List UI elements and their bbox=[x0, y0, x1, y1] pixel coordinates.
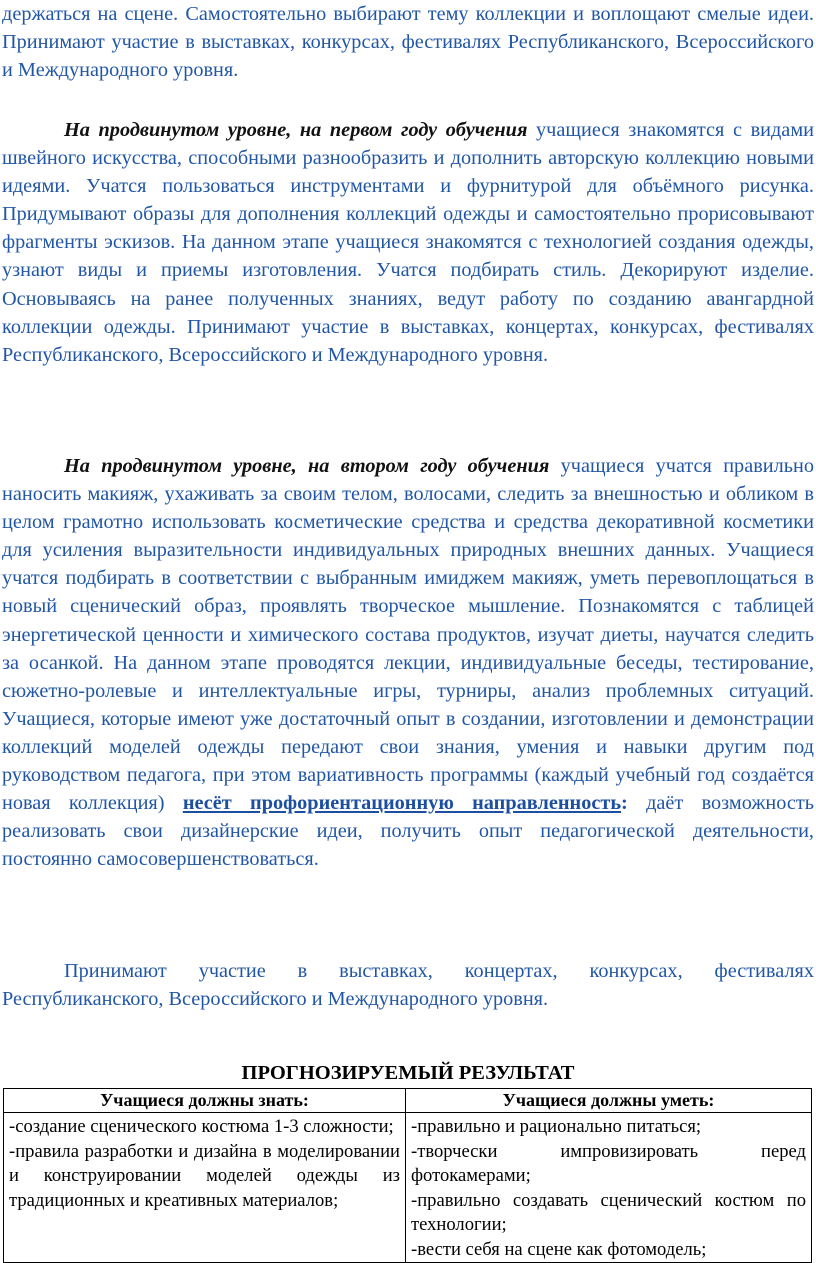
paragraph-lead: На продвинутом уровне, на первом году обучения bbox=[64, 119, 528, 141]
paragraph-text: Принимают участие в выставках, концертах, конкурсах, фестивалях Республиканского, Всероссийского и Международного уровня. bbox=[2, 960, 814, 1011]
paragraph-participation bbox=[0, 957, 816, 1013]
paragraph-continuation bbox=[0, 0, 816, 84]
can-cell bbox=[406, 1113, 812, 1263]
section-title: ПРОГНОЗИРУЕМЫЙ РЕЗУЛЬТАТ bbox=[241, 1062, 575, 1084]
list-item: -правила разработки и дизайна в моделировании и конструировании моделей одежды из традиционных и креативных материалов; bbox=[9, 1140, 400, 1211]
paragraph-tail: даёт возможность реализовать свои дизайнерские идеи, получить опыт педагогической деятельности, постоянно самосовершенствоваться. bbox=[2, 792, 814, 871]
paragraph-advanced-year-1 bbox=[0, 116, 816, 369]
column-header-can: Учащиеся должны уметь: bbox=[406, 1089, 812, 1113]
know-cell bbox=[4, 1113, 406, 1263]
column-header-know: Учащиеся должны знать: bbox=[4, 1089, 406, 1113]
list-item: -создание сценического костюма 1-3 сложности; bbox=[9, 1116, 394, 1137]
list-item: -вести себя на сцене как фотомодель; bbox=[411, 1238, 707, 1260]
results-table bbox=[3, 1088, 812, 1263]
table-row bbox=[4, 1113, 812, 1263]
highlighted-phrase: несёт профориентационную направленность bbox=[182, 792, 622, 815]
paragraph-text: учащиеся учатся правильно наносить макияж, ухаживать за своим телом, волосами, следить за внешностью и обликом в целом грамотно использовать косметические средства и средства декоративной косметики для усиления выразительности индивидуальных природных внешних данных. Учащиеся учатся подбирать в соответствии с выбранным имиджем макияж, уметь перевоплощаться в новый сценический образ, проявлять творческое мышление. Познакомятся с таблицей энергетической ценности и химического состава продуктов, изучат диеты, научатся следить за осанкой. На данном этапе проводятся лекции, индивидуальные беседы, тестирование, сюжетно-ролевые и интеллектуальные игры, турниры, анализ проблемных ситуаций. Учащиеся, которые имеют уже достаточный опыт в создании, изготовлении и демонстрации коллекций моделей одежды передают свои знания, умения и навыки другим под руководством педагога, при этом вариативность программы (каждый учебный год создаётся новая коллекция) bbox=[2, 455, 814, 815]
list-item: -правильно и рационально питаться; bbox=[411, 1116, 702, 1137]
paragraph-advanced-year-2 bbox=[0, 452, 816, 873]
paragraph-text: держаться на сцене. Самостоятельно выбирают тему коллекции и воплощают смелые идеи. Принимают участие в выставках, конкурсах, фестивалях Республиканского, Всероссийского и Международного уровня. bbox=[2, 3, 814, 82]
list-item: -правильно создавать сценический костюм по технологии; bbox=[411, 1189, 806, 1235]
paragraph-text: учащиеся знакомятся с видами швейного искусства, способными разнообразить и дополнить авторскую коллекцию новыми идеями. Учатся пользоваться инструментами и фурнитурой для объёмного рисунка. Придумывают образы для дополнения коллекций одежды и самостоятельно прорисовывают фрагменты эскизов. На данном этапе учащиеся знакомятся с технологией создания одежды, узнают виды и приемы изготовления. Учатся подбирать стиль. Декорируют изделие. Основываясь на ранее полученных знаниях, ведут работу по созданию авангардной коллекции одежды. Принимают участие в выставках, концертах, конкурсах, фестивалях Республиканского, Всероссийского и Международного уровня. bbox=[2, 119, 815, 366]
paragraph-lead: На продвинутом уровне, на втором году обучения bbox=[64, 455, 550, 477]
list-item: -творчески импровизировать перед фотокамерами; bbox=[411, 1140, 806, 1186]
colon: : bbox=[621, 792, 628, 815]
table-header-row bbox=[4, 1089, 812, 1113]
